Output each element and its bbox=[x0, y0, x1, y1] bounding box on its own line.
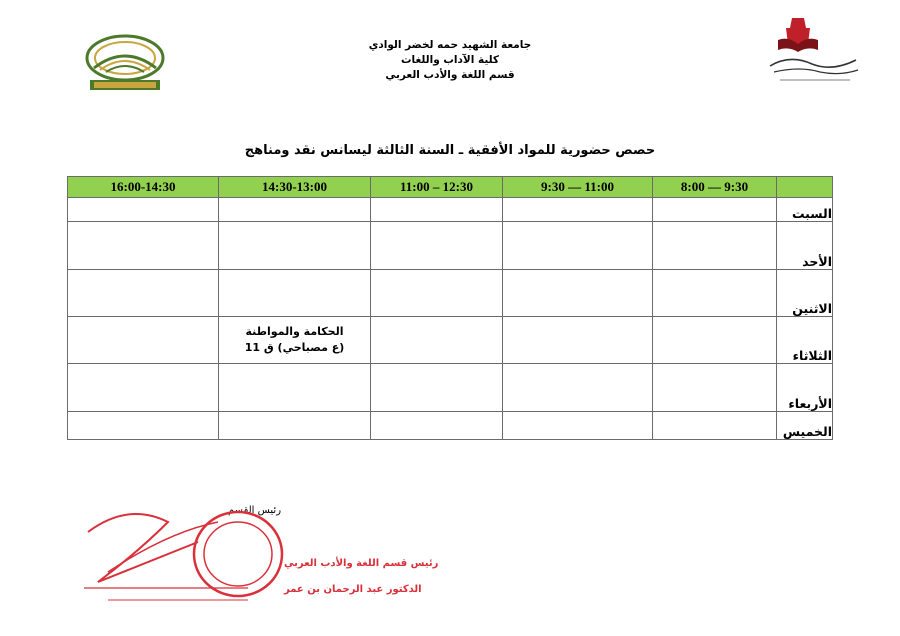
schedule-cell bbox=[503, 411, 653, 439]
schedule-cell bbox=[219, 364, 371, 411]
table-row bbox=[68, 411, 833, 439]
faculty-name: كلية الآداب واللغات bbox=[400, 54, 500, 66]
schedule-cell bbox=[503, 222, 653, 269]
schedule-cell bbox=[503, 198, 653, 222]
schedule-cell bbox=[371, 269, 503, 316]
schedule-cell bbox=[371, 222, 503, 269]
schedule-cell bbox=[219, 411, 371, 439]
svg-text:الدكتور عبد الرحمان بن عمر: الدكتور عبد الرحمان بن عمر bbox=[284, 584, 422, 595]
schedule-cell bbox=[503, 364, 653, 411]
corner-cell bbox=[777, 177, 833, 198]
schedule-cell bbox=[371, 317, 503, 364]
schedule-cell bbox=[653, 269, 777, 316]
university-logo-icon bbox=[82, 32, 168, 96]
time-slot-header: 8:00 — 9:30 bbox=[653, 177, 777, 198]
svg-text:رئيس قسم اللغة والأدب العربي: رئيس قسم اللغة والأدب العربي bbox=[284, 558, 439, 569]
schedule-cell bbox=[68, 364, 219, 411]
schedule-cell bbox=[68, 222, 219, 269]
signature-label: رئيس القسم bbox=[228, 505, 282, 516]
day-label: الثلاثاء bbox=[777, 317, 833, 364]
time-slot-header: 11:00 – 12:30 bbox=[371, 177, 503, 198]
day-label: الأربعاء bbox=[777, 364, 833, 411]
schedule-cell bbox=[371, 198, 503, 222]
schedule-cell bbox=[68, 269, 219, 316]
schedule-cell bbox=[219, 269, 371, 316]
time-slot-header: 9:30 — 11:00 bbox=[503, 177, 653, 198]
table-row bbox=[68, 222, 833, 269]
schedule-cell bbox=[503, 317, 653, 364]
schedule-table bbox=[67, 176, 833, 440]
time-slot-header: 16:00-14:30 bbox=[68, 177, 219, 198]
page-title: حصص حضورية للمواد الأفقية ـ السنة الثالثة ليسانس نقد ومناهج bbox=[244, 143, 656, 158]
time-slot-header: 14:30-13:00 bbox=[219, 177, 371, 198]
schedule-cell bbox=[653, 317, 777, 364]
schedule-cell bbox=[653, 364, 777, 411]
table-row bbox=[68, 269, 833, 316]
schedule-cell bbox=[503, 269, 653, 316]
schedule-cell bbox=[68, 198, 219, 222]
university-name: جامعة الشهيد حمه لخضر الوادي bbox=[368, 39, 532, 51]
schedule-cell bbox=[653, 411, 777, 439]
department-name: قسم اللغة والأدب العربي bbox=[385, 69, 515, 81]
schedule-cell bbox=[68, 411, 219, 439]
institution-header bbox=[330, 38, 570, 83]
schedule-cell bbox=[219, 222, 371, 269]
time-header-row bbox=[68, 177, 833, 198]
schedule-cell bbox=[653, 222, 777, 269]
table-row bbox=[68, 198, 833, 222]
course-cell: الحكامة والمواطنة (ع مصباحي) ق 11 bbox=[219, 317, 371, 364]
schedule-cell bbox=[371, 364, 503, 411]
schedule-cell bbox=[653, 198, 777, 222]
day-label: السبت bbox=[777, 198, 833, 222]
day-label: الاثنين bbox=[777, 269, 833, 316]
table-row bbox=[68, 317, 833, 364]
day-label: الأحد bbox=[777, 222, 833, 269]
day-label: الخميس bbox=[777, 411, 833, 439]
stamp-signature-icon bbox=[78, 492, 439, 620]
faculty-logo-icon bbox=[760, 14, 866, 92]
schedule-cell bbox=[219, 198, 371, 222]
schedule-cell bbox=[68, 317, 219, 364]
schedule-cell bbox=[371, 411, 503, 439]
table-row bbox=[68, 364, 833, 411]
